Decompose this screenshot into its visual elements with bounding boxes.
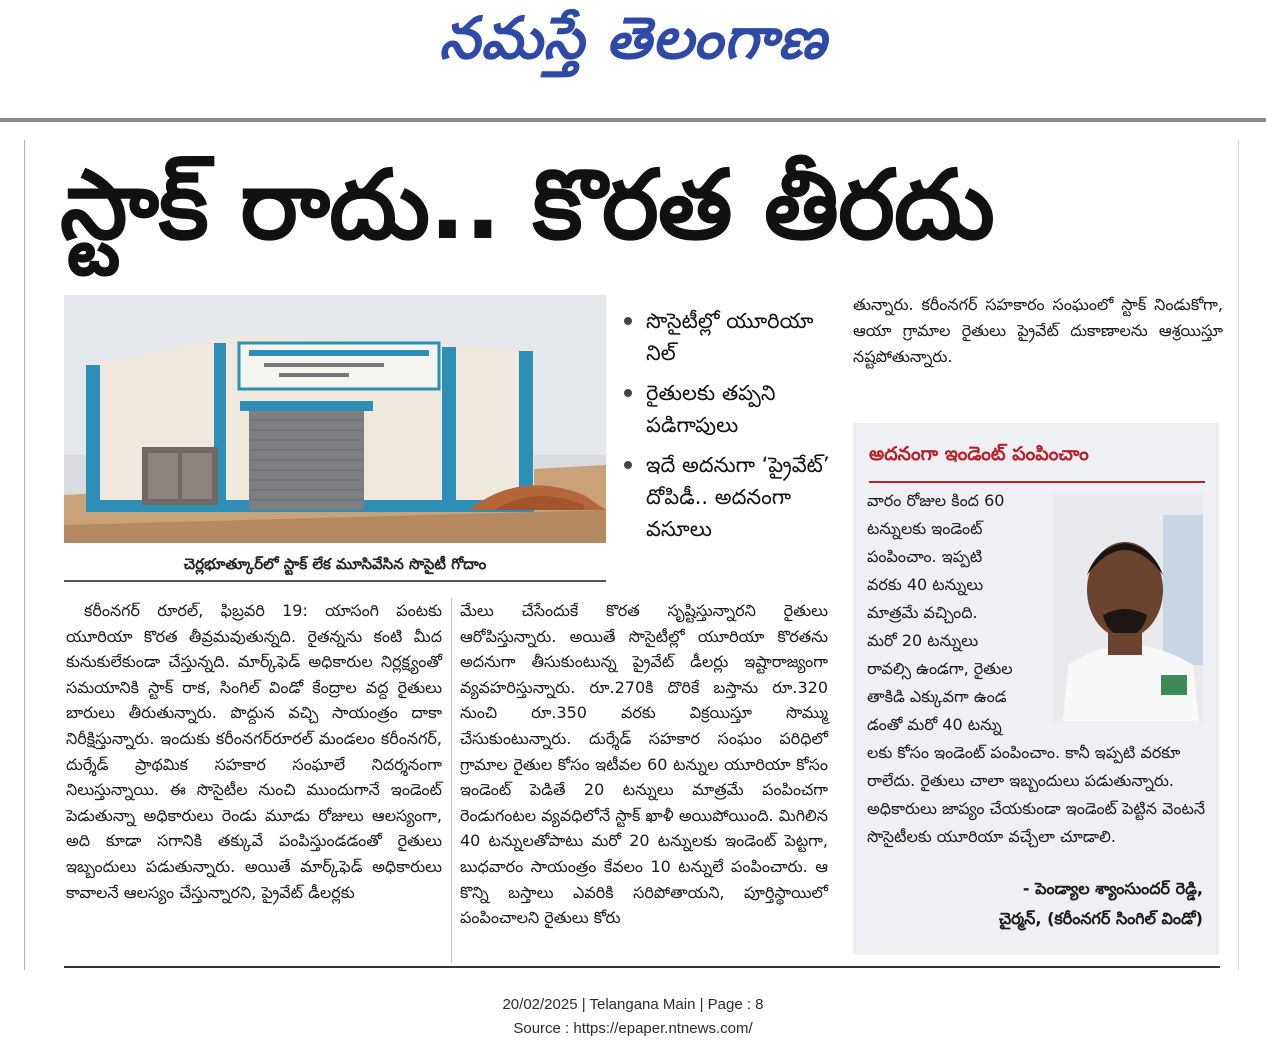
article-column-2: మేలు చేసేందుకే కొరత సృష్టిస్తున్నారని రైతులు ఆరోపిస్తున్నారు. అయితే సొసైటీల్లో యూరియా కొరతను అదనుగా తీసుకుంటున్న ప్రైవేట్ డీలర్లు ఇష్టారాజ్యంగా వ్యవహరిస్తున్నారు. రూ.270కి దొరికే బస్తాను రూ.320 నుంచి రూ.350 వరకు విక్రయిస్తూ సొమ్ము చేసుకుంటున్నారు. దుర్శేడ్ సహకార సంఘం పరిధిలో గ్రామాల రైతుల కోసం ఇటీవల 60 టన్నుల యూరియా కోసం ఇండెంట్ పెడితే 20 టన్నులు మాత్రమే పంపించగా రెండుగంటల వ్యవధిలోనే స్టాక్ ఖాళీ అయిపోయింది. మిగిలిన 40 టన్నులతోపాటు మరో 20 టన్నులకు ఇండెంట్ పెట్టగా, బుధవారం సాయంత్రం కేవలం 10 టన్నులే పంపించారు. ఆ కొన్ని బస్తాలు ఎవరికి సరిపోతాయని, పూర్తిస్థాయిలో పంపించాలని రైతులు కోరు: [460, 601, 828, 928]
article-headline: స్టాక్ రాదు.. కొరత తీరదు: [60, 149, 994, 261]
sidebar-quote-continuation: లకు కోసం ఇండెంట్ పంపించాం. కానీ ఇప్పటి వరకూ రాలేదు. రైతులు చాలా ఇబ్బందులు పడుతున్నారు. అధికారులు జాప్యం చేయకుండా ఇండెంట్ పెట్టిన వెంటనే సొసైటీలకు యూరియా వచ్చేలా చూడాలి.: [867, 743, 1206, 846]
clip-border-left: [24, 140, 25, 970]
article-photo: [64, 295, 606, 543]
article-bottom-rule: [64, 966, 1220, 968]
bullet-item: సొసైటీల్లో యూరియా నిల్: [622, 305, 832, 369]
masthead: [0, 0, 1266, 118]
sidebar-quote-line: మరో 20 టన్నులు: [867, 631, 979, 650]
bullet-dot-icon: [624, 389, 632, 397]
newspaper-logo: నమస్తే తెలంగాణ: [439, 4, 827, 72]
sidebar-quote-line: రావల్సి ఉండగా, రైతుల: [867, 659, 1013, 678]
column-divider: [451, 598, 452, 963]
signature-name: - పెండ్యాల శ్యాంసుందర్ రెడ్డి,: [1022, 879, 1203, 898]
bullet-item: రైతులకు తప్పని పడిగాపులు: [622, 377, 832, 441]
masthead-divider: [0, 118, 1266, 122]
sidebar-quote-line: తాకిడి ఎక్కువగా ఉండ: [867, 687, 1007, 706]
sidebar-title: అదనంగా ఇండెంట్ పంపించాం: [869, 443, 1089, 465]
highlight-bullets: [622, 305, 832, 553]
bullet-dot-icon: [624, 461, 632, 469]
signature-title: చైర్మన్, (కరీంనగర్ సింగిల్ విండో): [998, 909, 1203, 928]
photo-caption: చెర్లభూత్కూర్‌లో స్టాక్ లేక మూసివేసిన సొసైటీ గోదాం: [64, 548, 606, 582]
article-column-3: తున్నారు. కరీంనగర్ సహకారం సంఘంలో స్టాక్ నిండుకోగా, ఆయా గ్రామాల రైతులు ప్రైవేట్ దుకాణాలను ఆశ్రయిస్తూ నష్టపోతున్నారు.: [853, 295, 1223, 366]
sidebar-quote-line: పంపించాం. ఇప్పటి: [867, 547, 983, 566]
clip-border-right: [1238, 140, 1239, 970]
footer-source-link[interactable]: Source : https://epaper.ntnews.com/: [513, 1020, 753, 1037]
footer-edition-info: 20/02/2025 | Telangana Main | Page : 8: [502, 996, 764, 1013]
quote-sidebar: [853, 423, 1219, 955]
bullet-dot-icon: [624, 317, 632, 325]
sidebar-quote-line: డంతో మరో 40 టన్ను: [867, 715, 1002, 734]
sidebar-quote: [867, 487, 1207, 851]
sidebar-quote-line: వరకు 40 టన్నులు: [867, 575, 984, 594]
sidebar-quote-line: వారం రోజుల కింద 60: [867, 491, 1005, 510]
article-column-1: కరీంనగర్ రూరల్, ఫిబ్రవరి 19: యాసంగి పంటకు యూరియా కొరత తీవ్రమవుతున్నది. రైతన్నను కంటి మీద కునుకులేకుండా చేస్తున్నది. మార్క్‌ఫెడ్ అధికారుల నిర్లక్ష్యంతో సమయానికి స్టాక్ రాక, సింగిల్ విండో కేంద్రాల వద్ద రైతులు బారులు తీరుతున్నారు. పొద్దున వచ్చి సాయంత్రం దాకా నిరీక్షిస్తున్నారు. ఇందుకు కరీంనగర్‌రూరల్ మండలం కరీంనగర్, దుర్శేడ్ ప్రాథమిక సహకార సంఘాలే నిదర్శనంగా నిలుస్తున్నాయి. ఈ సొసైటీల నుంచి ముందుగానే ఇండెంట్ పెడుతున్నా అధికారులు రెండు మూడు రోజులు ఆలస్యంగా, అది కూడా సగానికి తక్కువే పంపిస్తుండడంతో రైతులు ఇబ్బందులు పడుతున్నారు. అయితే మార్క్‌ఫెడ్ అధికారులు కావాలనే ఆలస్యం చేస్తున్నారని, ప్రైవేట్ డీలర్లకు: [66, 601, 442, 902]
sidebar-quote-line: మాత్రమే వచ్చింది.: [867, 603, 978, 622]
sidebar-title-rule: [869, 481, 1205, 483]
sidebar-quote-line: టన్నులకు ఇండెంట్: [867, 519, 983, 538]
bullet-item: ఇదే అదనుగా ‘ప్రైవేట్’ దోపిడీ.. అదనంగా వసూలు: [622, 449, 832, 545]
